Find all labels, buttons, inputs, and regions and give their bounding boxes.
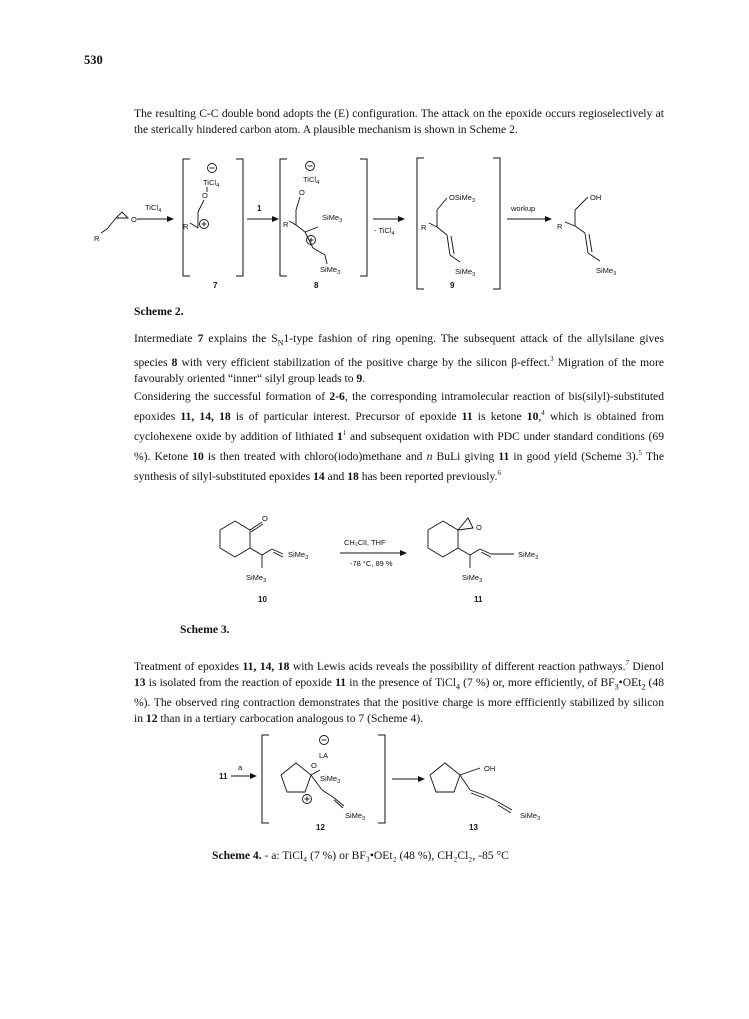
svg-text:8: 8 [314,281,319,290]
svg-text:SiMe3: SiMe$_3$ [518,550,539,561]
svg-text:10: 10 [258,595,267,604]
svg-text:O: O [202,191,208,200]
page-number: 530 [84,53,103,67]
svg-text:- TiCl4: - TiCl$_4$ [374,226,395,237]
svg-text:LA: LA [319,751,329,760]
dienol-13 [430,763,540,832]
svg-text:-78 °C, 89 %: -78 °C, 89 % [350,559,393,568]
svg-text:workup: workup [511,204,536,213]
svg-text:O: O [311,761,317,770]
svg-text:13: 13 [469,823,478,832]
svg-text:SiMe3: SiMe$_3$ [462,573,483,584]
arrow-ring-contraction [392,776,425,782]
svg-text:1: 1 [257,204,262,213]
scheme-3-caption: Scheme 3. [180,623,230,636]
svg-text:SiMe3: SiMe$_3$ [520,811,541,822]
svg-text:O: O [476,523,482,532]
svg-text:CH₂ClI, THF: CH₂ClI, THF [344,538,386,547]
svg-text:TiCl4: TiCl$_4$ [145,203,162,214]
scheme-4-caption-label: Scheme 4. [212,849,262,862]
svg-text:SiMe3: SiMe$_3$ [320,774,341,785]
svg-text:11: 11 [219,772,228,781]
svg-text:R: R [283,220,289,229]
scheme-4-caption [212,849,509,862]
svg-text:OH: OH [590,193,602,202]
svg-text:7: 7 [213,281,218,290]
svg-text:SiMe3: SiMe$_3$ [455,267,476,278]
svg-text:SiMe3: SiMe$_3$ [320,265,341,276]
svg-text:R: R [94,234,100,243]
svg-text:R: R [421,223,427,232]
svg-text:SiMe3: SiMe$_3$ [246,573,267,584]
svg-text:12: 12 [316,823,325,832]
svg-text:SiMe3: SiMe$_3$ [596,266,617,277]
svg-text:SiMe3: SiMe$_3$ [322,213,343,224]
svg-text:OH: OH [484,764,496,773]
paragraph-lewis-acids: Treatment of epoxides 11, 14, 18 with Lewis acids reveals the possibility of different reaction pathways.$^7$ Dienol 13 is isolated from the reaction of epoxide 11 in the presence of TiCl$_4$ (7 %) or, more efficiently, of $BF_3•OEt_2$ (48 %). The observed ring contraction demonstrates that the positive charge is more effficiently stabilized by silicon in 12 than in a tertiary carbocation analogous to 7 (Scheme 4). [134,659,665,726]
svg-text:a: a [238,763,243,772]
scheme-2-caption: Scheme 2. [134,305,184,318]
svg-text:SiMe3: SiMe$_3$ [288,550,309,561]
svg-text:O: O [131,215,137,224]
svg-text:TiCl4: TiCl$_4$ [303,175,320,186]
paragraph-precursor: Considering the successful formation of 2-6, the corresponding intramolecular reaction of bis(silyl)-substituted epoxides 11, 14, 18 is of particular interest. Precursor of epoxide 11 is ketone 10,$^4$ which is obtained from cyclohexene oxide by addition of lithiated $1^1$ and subsequent oxidation with PDC under standard conditions (69 %). Ketone 10 is then treated with chloro(iodo)methane and n BuLi giving 11 in good yield (Scheme 3).$^5$ The synthesis of silyl-substituted epoxides 14 and 18 has been reported previously.$^6$ [134,390,664,483]
svg-text:OSiMe3: OSiMe$_3$ [449,193,475,204]
svg-text:SiMe3: SiMe$_3$ [345,811,366,822]
svg-text:9: 9 [450,281,455,290]
svg-text:11: 11 [474,595,483,604]
svg-text:O: O [299,188,305,197]
scheme-4-caption-conditions: - a: TiCl₄ (7 %) or BF₃•OEt₂ (48 %), CH₂Cl₂, -85 °C [261,849,509,862]
svg-text:R: R [557,222,563,231]
arrow-lewis-acid [219,763,257,781]
intermediate-12 [262,735,385,832]
svg-text:R: R [183,222,189,231]
paragraph-mechanism: Intermediate 7 explains the $S_N1$-type fashion of ring opening. The subsequent attack of the allylsilane gives species 8 with very efficient stabilization of the positive charge by the silicon β-effect.$^3$ Migration of the more favourably oriented “inner“ silyl group leads to 9. [134,332,664,386]
svg-text:O: O [262,514,268,523]
svg-text:TiCl4: TiCl$_4$ [203,178,220,189]
paragraph-intro-text: The resulting C-C double bond adopts the (E) configuration. The attack on the epoxide occurs regioselectively at the sterically hindered carbon atom. A plausible mechanism is shown in Scheme 2. [134,107,664,136]
